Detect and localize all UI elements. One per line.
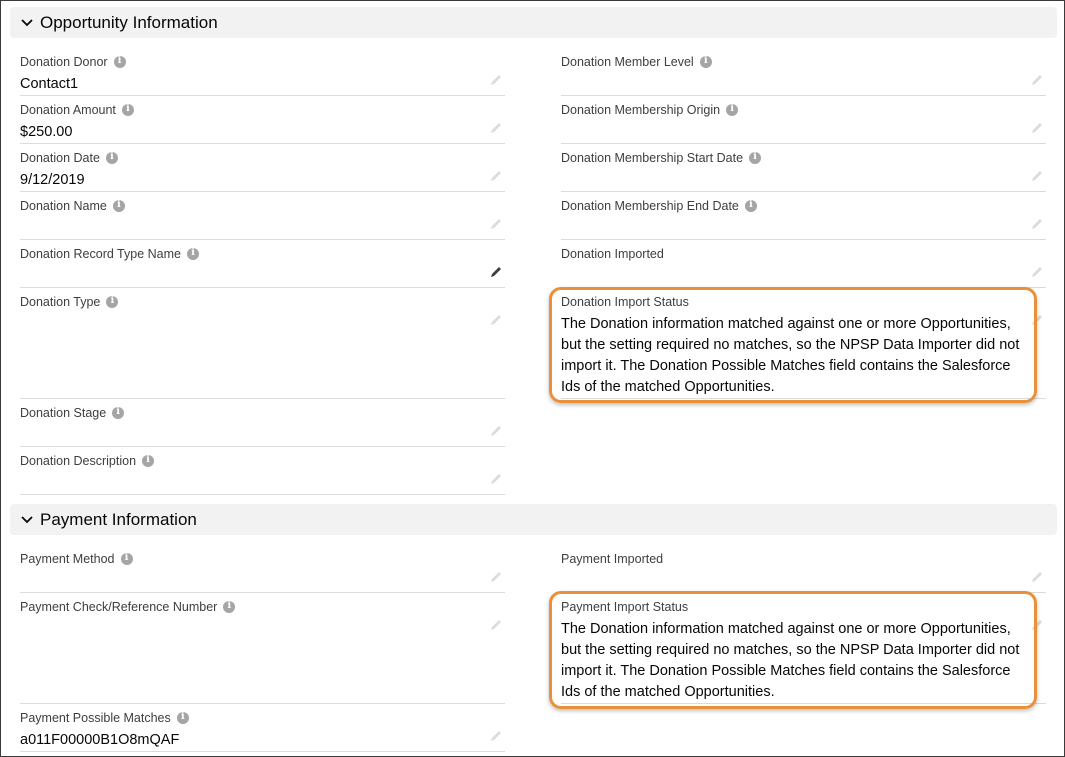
field-donation-record-type-name [20, 241, 505, 288]
field-label: Donation Amount i [20, 103, 134, 117]
field-donation-stage [20, 400, 505, 447]
donation-import-status-highlight [549, 287, 1037, 403]
chevron-down-icon[interactable] [19, 512, 35, 528]
section-title: Payment Information [40, 509, 197, 529]
field-donation-type [20, 289, 505, 399]
field-label: Donation Stage i [20, 406, 124, 420]
field-label: Payment Possible Matches i [20, 711, 189, 725]
field-donation-name [20, 193, 505, 240]
edit-pencil-icon[interactable] [1030, 265, 1044, 279]
field-value: Contact1 [20, 76, 79, 92]
edit-pencil-icon[interactable] [489, 217, 503, 231]
field-value: $250.00 [20, 124, 73, 140]
edit-pencil-icon[interactable] [489, 472, 503, 486]
payment-section-header[interactable] [10, 504, 1057, 535]
field-donation-membership-start-date [561, 145, 1046, 192]
info-icon[interactable] [106, 152, 118, 164]
edit-pencil-icon[interactable] [489, 729, 503, 743]
edit-pencil-icon[interactable] [489, 618, 503, 632]
section-title: Opportunity Information [40, 12, 218, 32]
field-donation-membership-end-date [561, 193, 1046, 240]
field-label: Donation Membership End Date i [561, 199, 757, 213]
field-label: Donation Membership Origin i [561, 103, 738, 117]
field-donation-description [20, 448, 505, 495]
info-icon[interactable] [106, 296, 118, 308]
info-icon[interactable] [749, 152, 761, 164]
field-label: Donation Donor i [20, 55, 126, 69]
field-label: Donation Description i [20, 454, 154, 468]
field-payment-method [20, 546, 505, 593]
field-donation-amount [20, 97, 505, 144]
edit-pencil-icon[interactable] [1030, 570, 1044, 584]
edit-pencil-icon[interactable] [489, 121, 503, 135]
field-value: The Donation information matched against one or more Opportunities, but the setting required no matches, so the NPSP Data Importer did not import it. The Donation Possible Matches field contains the Salesforce Ids of the matched Opportunities. [561, 621, 1020, 700]
info-icon[interactable] [177, 712, 189, 724]
chevron-down-icon[interactable] [19, 15, 35, 31]
info-icon[interactable] [122, 104, 134, 116]
field-label: Donation Name i [20, 199, 125, 213]
opportunity-section-header[interactable] [10, 7, 1057, 38]
field-label: Payment Method i [20, 552, 133, 566]
field-donation-membership-origin [561, 97, 1046, 144]
field-label: Donation Type i [20, 295, 118, 309]
info-icon[interactable] [700, 56, 712, 68]
info-icon[interactable] [114, 56, 126, 68]
edit-pencil-icon[interactable] [489, 570, 503, 584]
field-label: Donation Imported [561, 247, 664, 261]
field-label: Payment Check/Reference Number i [20, 600, 235, 614]
edit-pencil-icon[interactable] [1030, 169, 1044, 183]
field-donation-donor [20, 49, 505, 96]
info-icon[interactable] [113, 200, 125, 212]
info-icon[interactable] [121, 553, 133, 565]
field-label: Donation Import Status [561, 295, 689, 309]
edit-pencil-icon[interactable] [1030, 217, 1044, 231]
field-payment-possible-matches [20, 705, 505, 752]
field-label: Donation Membership Start Date i [561, 151, 761, 165]
edit-pencil-icon[interactable] [489, 424, 503, 438]
field-label: Donation Record Type Name i [20, 247, 199, 261]
payment-import-status-highlight [549, 591, 1037, 709]
field-donation-imported [561, 241, 1046, 288]
info-icon[interactable] [187, 248, 199, 260]
field-donation-member-level [561, 49, 1046, 96]
field-label: Payment Imported [561, 552, 664, 566]
field-label: Donation Date i [20, 151, 118, 165]
edit-pencil-icon[interactable] [489, 169, 503, 183]
field-payment-check-reference-number [20, 594, 505, 704]
info-icon[interactable] [726, 104, 738, 116]
edit-pencil-icon[interactable] [489, 265, 503, 279]
field-value: The Donation information matched against one or more Opportunities, but the setting required no matches, so the NPSP Data Importer did not import it. The Donation Possible Matches field contains the Salesforce Ids of the matched Opportunities. [561, 316, 1020, 395]
info-icon[interactable] [745, 200, 757, 212]
field-label: Donation Member Level i [561, 55, 712, 69]
field-value: 9/12/2019 [20, 172, 85, 188]
edit-pencil-icon[interactable] [1030, 73, 1044, 87]
edit-pencil-icon[interactable] [489, 73, 503, 87]
field-label: Payment Import Status [561, 600, 689, 614]
edit-pencil-icon[interactable] [489, 313, 503, 327]
info-icon[interactable] [223, 601, 235, 613]
field-payment-imported [561, 546, 1046, 593]
info-icon[interactable] [142, 455, 154, 467]
edit-pencil-icon[interactable] [1030, 121, 1044, 135]
info-icon[interactable] [112, 407, 124, 419]
field-value: a011F00000B1O8mQAF [20, 732, 180, 748]
field-donation-date [20, 145, 505, 192]
